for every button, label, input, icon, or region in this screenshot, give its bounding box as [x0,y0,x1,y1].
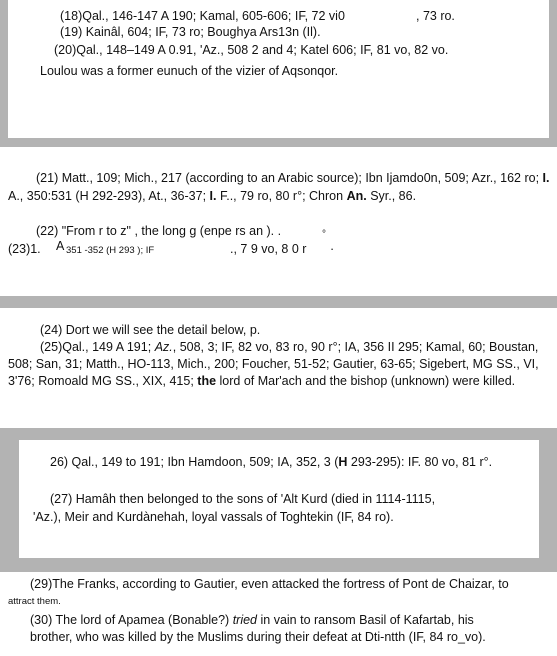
footnote-21-continuation [8,189,416,204]
footnote-20-continuation: Loulou was a former eunuch of the vizier of Aqsonqor. [40,64,339,78]
footnote-27: (27) Hamâh then belonged to the sons of 'Alt Kurd (died in 1114-1115, [50,492,436,506]
footnote-25-cont-2 [8,374,515,389]
footnote-30-c: in vain to ransom Basil of Kafartab, his [260,613,474,627]
footnote-30 [30,613,474,628]
footnote-22-mark: ° [322,229,326,240]
footnote-23-dot: · [330,242,335,256]
separator-band-1 [0,296,557,308]
footnote-18-text: (18)Qal., 146-147 A 190; Kamal, 605-606; IF, 72 vi0 [60,9,345,23]
footnote-25 [40,340,538,355]
footnote-22: (22) "From r to z" , the long g (enpe rs an ). . [36,224,282,238]
footnote-26 [50,455,492,470]
footnote-30-italic: tried [232,613,258,627]
footnote-21 [36,171,549,186]
footnote-29: (29)The Franks, according to Gautier, even attacked the fortress of Pont de Chaizar, to [30,577,509,591]
footnote-24: (24) Dort we will see the detail below, p. [40,323,261,337]
footnote-27-continuation: 'Az.), Meir and Kurdànehah, loyal vassals of Toghtekin (IF, 84 ro). [33,510,394,524]
footnote-18 [60,9,345,24]
footnote-23-a: A [56,239,65,253]
footnote-25-italic: Az. [154,340,173,354]
footnote-21-bold: I. [542,171,550,185]
footnote-18-tail: , 73 ro. [416,9,455,23]
footnote-19: (19) Kainâl, 604; IF, 73 ro; Boughya Ars13n (Il). [60,25,321,39]
footnote-23-ref: 351 -352 (H 293 ); IF [66,245,155,256]
footnote-25-bold: the [197,374,217,388]
footnote-23-tail: ., 7 9 vo, 8 0 r [230,242,307,256]
footnote-26-a: 26) Qal., 149 to 191; Ibn Hamdoon, 509; IA, 352, 3 ( [50,455,339,469]
footnote-21-cont-e: Syr., 86. [370,189,417,203]
footnote-21-cont-c: F.., 79 ro, 80 r°; Chron [219,189,344,203]
footnote-25-cont-1: 508; San, 31; Matth., HO-113, Mich., 200; Foucher, 51-52; Gautier, 63-65; Sigebert, MG SS., VI, [8,357,539,371]
footnote-20: (20)Qal., 148–149 A 0.91, 'Az., 508 2 and 4; Katel 606; IF, 81 vo, 82 vo. [54,43,449,57]
footnote-26-c: 293-295): IF. 80 vo, 81 r°. [350,455,493,469]
footnote-21-cont-b: I. [209,189,217,203]
footnote-25-c: , 508, 3; IF, 82 vo, 83 ro, 90 r°; IA, 356 II 295; Kamal, 60; Boustan, [172,340,539,354]
footnote-25-cont-2a: 3'76; Romoald MG SS., XIX, 415; [8,374,194,388]
footnote-25-cont-2c: lord of Mar'ach and the bishop (unknown) were killed. [219,374,516,388]
footnote-21-text: (21) Matt., 109; Mich., 217 (according to an Arabic source); Ibn Ijamdo0n, 509; Azr., 162 ro; [36,171,540,185]
footnote-30-continuation: brother, who was killed by the Muslims during their defeat at Dti-ntth (IF, 84 ro_vo). [30,630,486,644]
footnote-21-cont-d: An. [346,189,367,203]
footnote-25-a: (25)Qal., 149 A 191; [40,340,152,354]
footnote-21-cont-a: A., 350:531 (H 292-293), At., 36-37; [8,189,207,203]
footnote-23-number: (23)1. [8,242,41,256]
footnote-29-continuation: attract them. [8,596,61,607]
footnote-30-a: (30) The lord of Apamea (Bonable?) [30,613,230,627]
footnote-26-bold: H [338,455,348,469]
